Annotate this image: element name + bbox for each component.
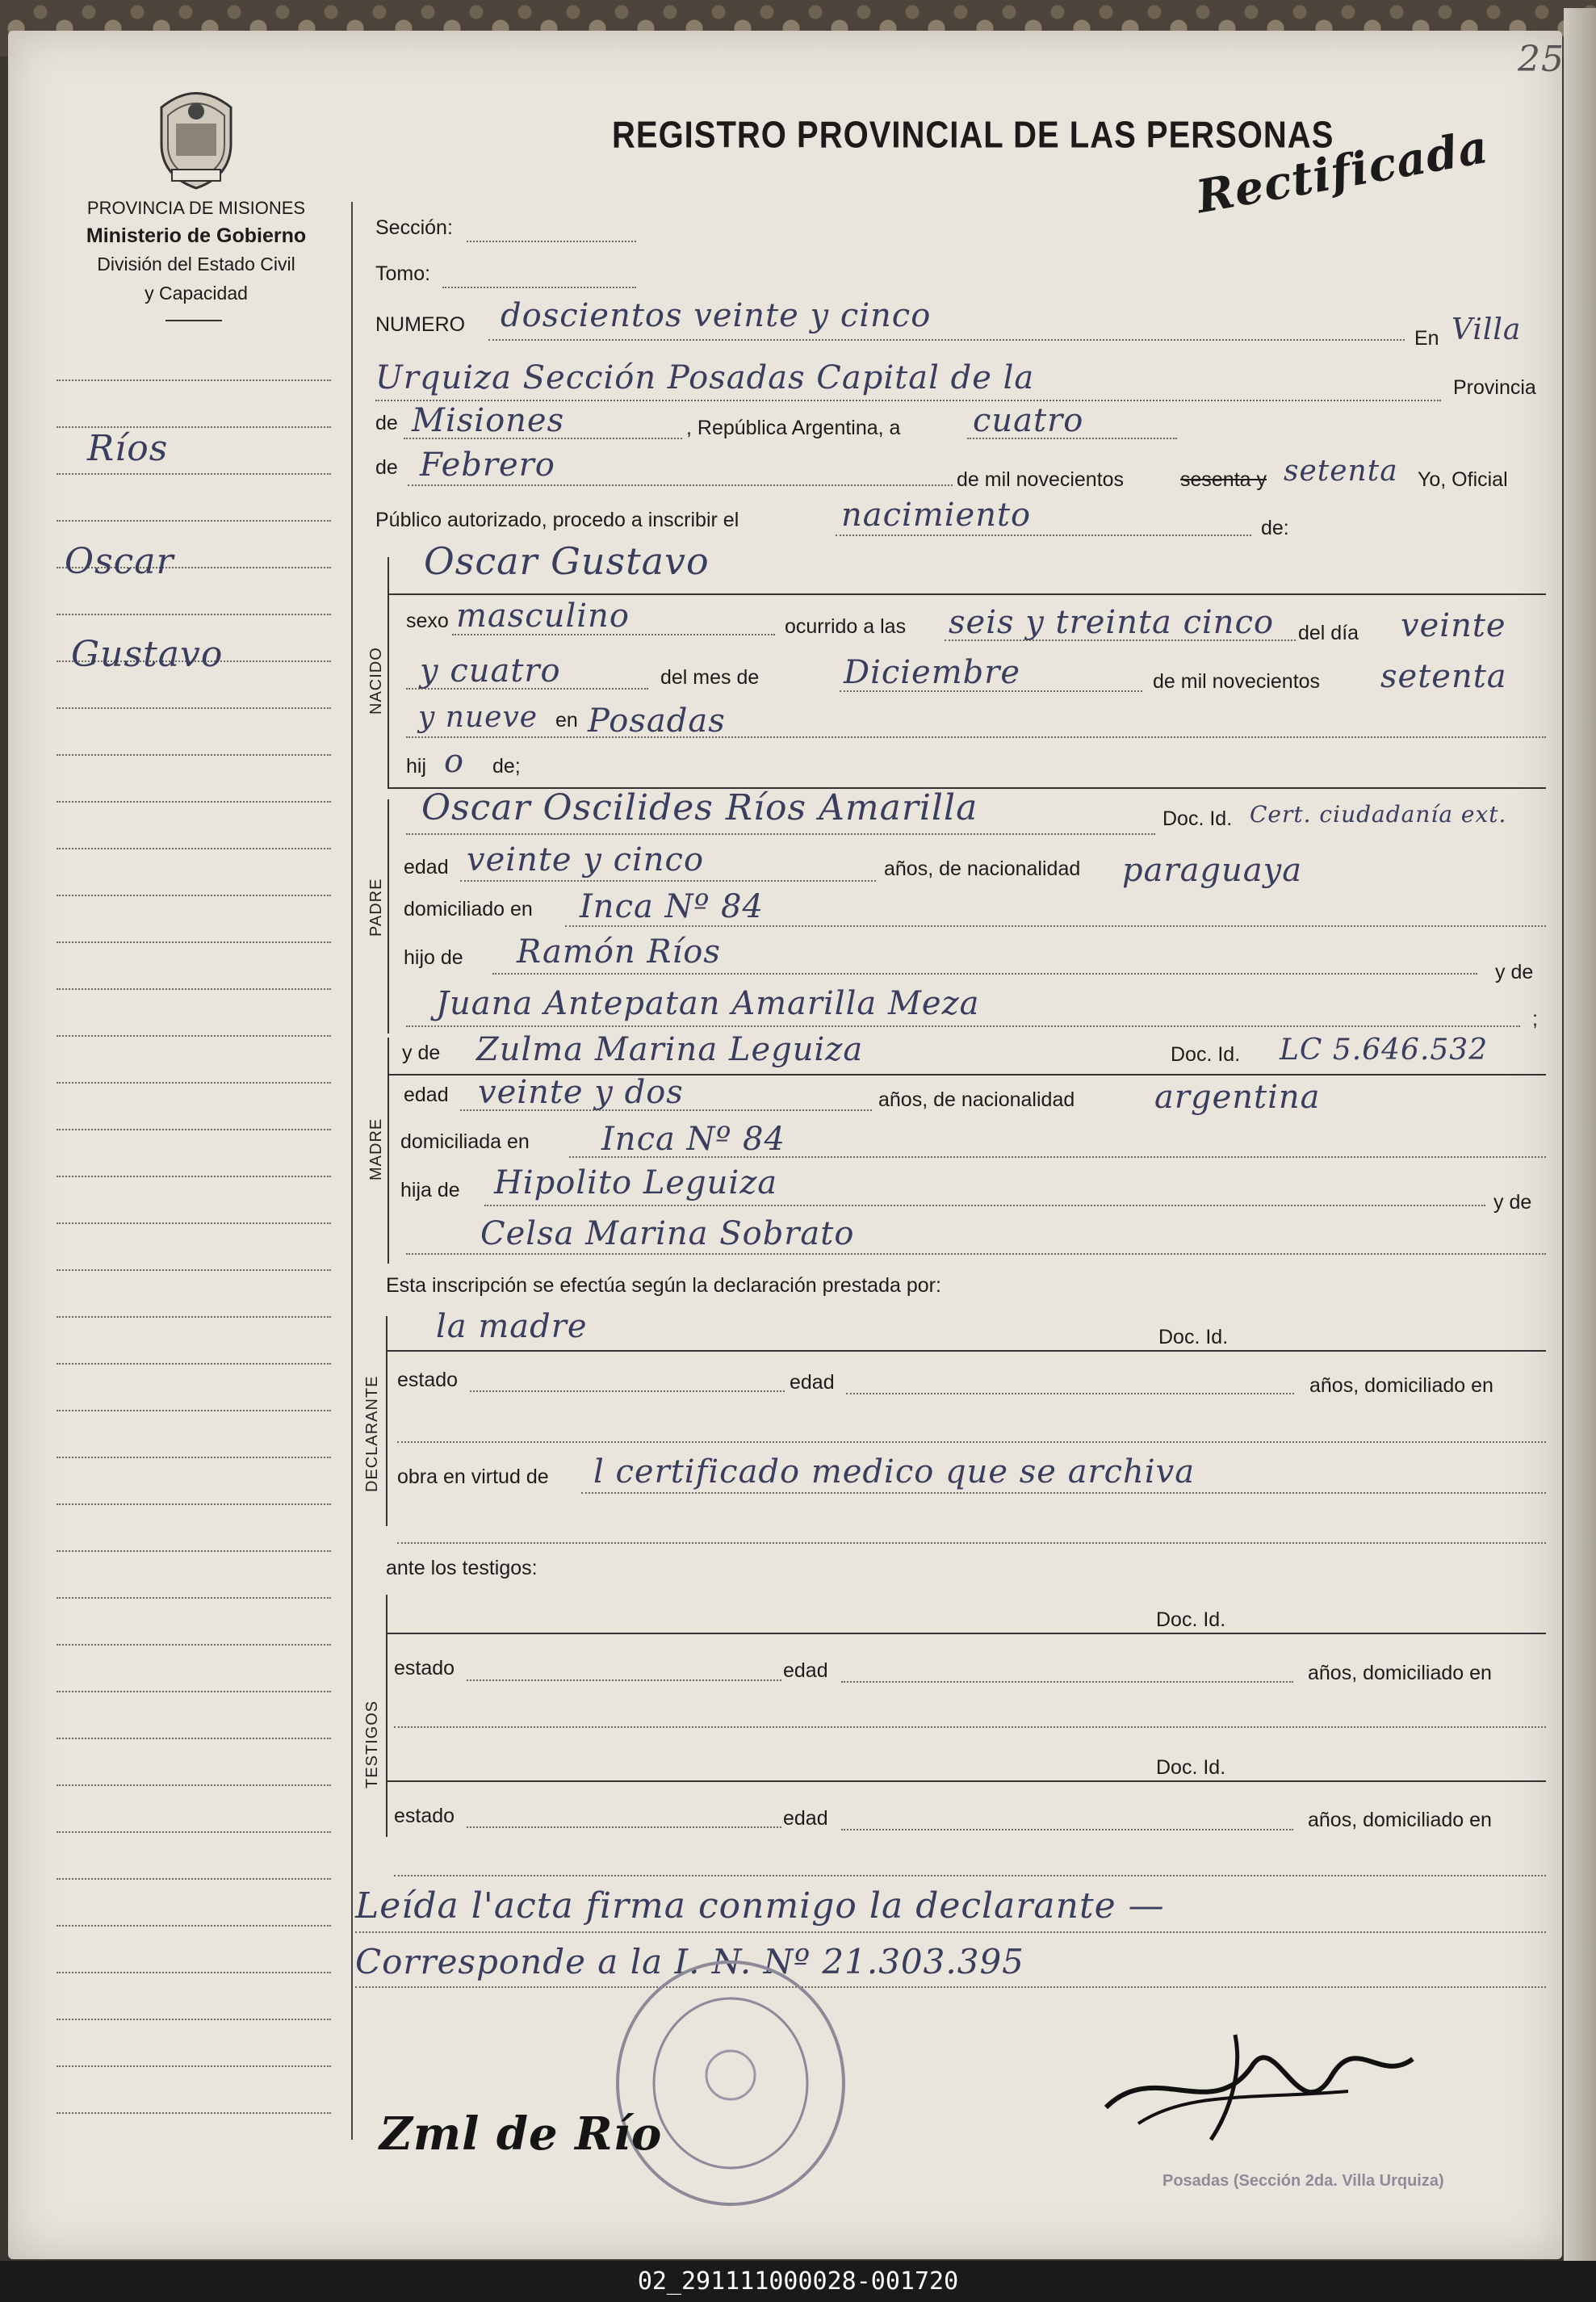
provincia-label: Provincia — [1453, 376, 1536, 399]
org-line-2: Ministerio de Gobierno — [86, 224, 307, 247]
padre-dom-label: domiciliado en — [404, 898, 533, 920]
margin-ruled-line — [57, 1035, 331, 1037]
testigo1-anios-label: años, domiciliado en — [1308, 1662, 1492, 1684]
page-edge — [1564, 8, 1596, 2261]
testigos-section-label: TESTIGOS — [363, 1700, 381, 1788]
declarante-dom-line — [397, 1441, 1546, 1443]
margin-ruled-line — [57, 848, 331, 849]
padre-doc-label: Doc. Id. — [1162, 807, 1233, 830]
padre-yde-label: y de — [1495, 961, 1534, 983]
madre-dom-label: domiciliada en — [400, 1130, 530, 1153]
declaracion-intro: Esta inscripción se efectúa según la declaración prestada por: — [386, 1274, 941, 1297]
org-line-1: PROVINCIA DE MISIONES — [86, 198, 306, 218]
margin-surname: Ríos — [87, 428, 169, 469]
testigo1-line — [386, 1633, 1546, 1634]
publico-label: Público autorizado, procedo a inscribir el — [375, 509, 739, 531]
padre-semicolon: ; — [1532, 1008, 1538, 1030]
numero-line — [488, 339, 1405, 341]
padre-nombre: Oscar Oscilides Ríos Amarilla — [421, 787, 978, 828]
hij-de-label: de; — [492, 755, 521, 778]
nacido-dia-value: veinte — [1401, 607, 1506, 644]
padre-nac-label: años, de nacionalidad — [884, 857, 1081, 880]
madre-doc-label: Doc. Id. — [1171, 1043, 1241, 1066]
nacido-dia-value-2: y cuatro — [420, 652, 561, 690]
nacido-nombre: Oscar Gustavo — [424, 539, 710, 583]
margin-ruled-line — [57, 1644, 331, 1646]
testigo1-doc-label: Doc. Id. — [1156, 1608, 1226, 1631]
testigo2-anios-label: años, domiciliado en — [1308, 1809, 1492, 1831]
madre-yde-label: y de — [402, 1042, 441, 1064]
padre-hijo-value: Ramón Ríos — [517, 933, 721, 971]
margin-ruled-line — [57, 1269, 331, 1271]
margin-ruled-line — [57, 707, 331, 709]
margin-ruled-line — [57, 1457, 331, 1458]
testigo2-edad-label: edad — [783, 1807, 828, 1830]
del-dia-label: del día — [1298, 622, 1359, 644]
margin-ruled-line — [57, 1316, 331, 1318]
madre-madre-value: Celsa Marina Sobrato — [480, 1215, 855, 1252]
acto-line — [836, 535, 1251, 536]
margin-ruled-line — [57, 1222, 331, 1224]
testigo2-estado-line — [467, 1826, 781, 1828]
declarante-extra-line — [397, 1542, 1546, 1544]
madre-hija-value: Hipolito Leguiza — [494, 1164, 778, 1201]
madre-doc-value: LC 5.646.532 — [1280, 1034, 1489, 1067]
padre-madre-value: Juana Antepatan Amarilla Meza — [436, 985, 980, 1022]
numero-label: NUMERO — [375, 313, 466, 336]
margin-ruled-line — [57, 614, 331, 615]
declarante-estado-label: estado — [397, 1369, 459, 1391]
margin-ruled-line — [57, 1410, 331, 1411]
padre-nombre-line — [406, 833, 1155, 835]
margin-ruled-line — [57, 754, 331, 756]
sexo-label: sexo — [406, 610, 449, 632]
page-number: 25 — [1518, 39, 1565, 80]
tomo-label: Tomo: — [375, 262, 431, 285]
lugar-value: Urquiza Sección Posadas Capital de la — [375, 359, 1035, 396]
testigo2-edad-line — [841, 1829, 1293, 1830]
margin-name-2: Gustavo — [71, 634, 224, 675]
testigo1-dom-line — [394, 1726, 1546, 1728]
declarante-bracket — [386, 1316, 387, 1526]
mil-label: de mil novecientos — [957, 468, 1125, 491]
margin-divider — [351, 202, 353, 2140]
testigo2-estado-label: estado — [394, 1805, 455, 1827]
declarante-doc-label: Doc. Id. — [1158, 1326, 1229, 1348]
testigo1-edad-label: edad — [783, 1659, 828, 1682]
margin-ruled-line — [57, 1878, 331, 1880]
nacido-section-label: NACIDO — [367, 647, 385, 715]
margin-ruled-line — [57, 801, 331, 803]
padre-hijo-line — [492, 973, 1477, 975]
madre-hija-label: hija de — [400, 1179, 460, 1201]
declarante-obra-line — [581, 1492, 1546, 1494]
note-line-1-rule — [355, 1931, 1546, 1933]
dia-value: cuatro — [973, 402, 1084, 439]
margin-ruled-line — [57, 1129, 331, 1130]
del-mes-label: del mes de — [660, 666, 760, 689]
round-seal-icon — [609, 1954, 852, 2212]
nacido-mil-label: de mil novecientos — [1153, 670, 1321, 693]
dia2-line — [406, 688, 648, 690]
testigos-bracket — [386, 1595, 387, 1837]
testigos-intro: ante los testigos: — [386, 1557, 538, 1579]
testigo1-edad-line — [841, 1681, 1293, 1683]
de-label: de — [375, 412, 398, 434]
madre-nac-label: años, de nacionalidad — [878, 1088, 1075, 1111]
declarante-nombre-line — [386, 1350, 1546, 1352]
coat-of-arms-icon — [152, 79, 241, 192]
margin-ruled-line — [57, 1550, 331, 1552]
en-label: En — [1414, 327, 1439, 350]
republica-label: , República Argentina, a — [686, 417, 901, 439]
testigo2-line — [386, 1780, 1546, 1782]
anio-value: setenta — [1284, 455, 1398, 488]
margin-name-1: Oscar — [65, 541, 174, 582]
nacido-anio-value-2: y nueve — [418, 701, 538, 734]
sexo-line — [452, 634, 775, 635]
margin-ruled-line — [57, 2112, 331, 2114]
madre-dom-line — [569, 1156, 1546, 1158]
declarante-anios-label: años, domiciliado en — [1309, 1374, 1493, 1397]
tomo-line — [442, 287, 636, 288]
hora-value: seis y treinta cinco — [949, 604, 1275, 641]
note-line-2: Corresponde a la I. N. Nº 21.303.395 — [355, 1942, 1024, 1981]
padre-madre-line — [406, 1025, 1520, 1027]
declarante-section-label: DECLARANTE — [363, 1375, 381, 1492]
yo-label: Yo, Oficial — [1418, 468, 1508, 491]
hij-label: hij — [406, 755, 427, 778]
margin-ruled-line — [57, 1363, 331, 1365]
padre-dom-line — [565, 925, 1546, 927]
nacido-lugar-line — [406, 736, 1546, 738]
madre-dom-value: Inca Nº 84 — [601, 1121, 785, 1158]
margin-ruled-line — [57, 988, 331, 990]
declarante-obra-label: obra en virtud de — [397, 1465, 549, 1488]
madre-yde2-label: y de — [1493, 1191, 1532, 1214]
official-signature-icon — [1090, 2011, 1429, 2148]
en-value: Villa — [1451, 313, 1522, 346]
ocurrido-label: ocurrido a las — [785, 615, 907, 638]
note-line-1: Leída l'acta firma conmigo la declarante — — [355, 1885, 1165, 1927]
madre-bracket — [387, 1038, 389, 1264]
margin-ruled-line — [57, 379, 331, 381]
seccion-label: Sección: — [375, 216, 453, 239]
margin-ruled-line — [57, 520, 331, 522]
official-stamp: Posadas (Sección 2da. Villa Urquiza) — [1162, 2172, 1444, 2190]
margin-ruled-line — [57, 1691, 331, 1692]
madre-nombre: Zulma Marina Leguiza — [476, 1031, 864, 1068]
padre-edad-label: edad — [404, 856, 449, 878]
note-line-2-rule — [355, 1986, 1546, 1988]
margin-ruled-line — [57, 1784, 331, 1786]
margin-ruled-line — [57, 1972, 331, 1973]
dia-line — [967, 438, 1177, 439]
declarante-nombre: la madre — [436, 1308, 588, 1345]
margin-ruled-line — [57, 2065, 331, 2067]
margin-ruled-line — [57, 1925, 331, 1927]
org-divider — [165, 320, 222, 321]
padre-edad-line — [460, 880, 876, 882]
padre-nac-value: paraguaya — [1122, 852, 1303, 889]
madre-section-label: MADRE — [367, 1117, 385, 1180]
seccion-line — [467, 241, 636, 242]
de-line — [404, 438, 682, 439]
margin-ruled-line — [57, 895, 331, 896]
testigo2-doc-label: Doc. Id. — [1156, 1756, 1226, 1779]
page-title: REGISTRO PROVINCIAL DE LAS PERSONAS — [612, 115, 1334, 156]
hij-value: o — [444, 743, 465, 780]
nacido-mes-line — [840, 690, 1142, 692]
madre-edad-line — [460, 1109, 872, 1111]
margin-ruled-line — [57, 941, 331, 943]
mes-line — [408, 484, 953, 486]
nacido-bracket — [387, 557, 389, 787]
de-value: Misiones — [412, 402, 565, 439]
declarante-signature: Zml de Río — [379, 2107, 663, 2161]
margin-ruled-line — [57, 1176, 331, 1177]
madre-nac-value: argentina — [1154, 1079, 1321, 1116]
margin-ruled-line — [57, 1738, 331, 1739]
testigo1-estado-label: estado — [394, 1657, 455, 1679]
margin-ruled-line — [57, 1597, 331, 1599]
padre-doc-value: Cert. ciudadanía ext. — [1250, 801, 1507, 828]
declarante-obra-value: l certificado medico que se archiva — [593, 1453, 1196, 1491]
madre-madre-line — [406, 1253, 1546, 1255]
org-line-3: División del Estado Civil — [97, 254, 295, 275]
sexo-value: masculino — [456, 598, 630, 635]
lugar-line — [375, 400, 1441, 401]
nacido-mes-value: Diciembre — [844, 654, 1021, 691]
margin-ruled-line — [57, 473, 331, 475]
org-line-4: y Capacidad — [145, 283, 248, 304]
declarante-edad-line — [846, 1393, 1294, 1394]
madre-edad-value: veinte y dos — [478, 1074, 684, 1111]
mes-value: Febrero — [420, 447, 555, 484]
madre-hija-line — [484, 1205, 1485, 1206]
testigo2-dom-line — [394, 1875, 1546, 1876]
declarante-edad-label: edad — [790, 1371, 835, 1394]
acto-value: nacimiento — [841, 497, 1032, 534]
de-colon-label: de: — [1261, 517, 1289, 539]
nacido-anio-value: setenta — [1380, 658, 1507, 695]
hora-line — [945, 639, 1296, 641]
de2-label: de — [375, 456, 398, 479]
padre-hijo-label: hijo de — [404, 946, 463, 969]
margin-ruled-line — [57, 1082, 331, 1084]
rectificada-note: Rectificada — [1192, 120, 1493, 224]
margin-ruled-line — [57, 1503, 331, 1505]
nacido-en-label: en — [555, 709, 578, 732]
testigo1-estado-line — [467, 1679, 781, 1681]
padre-dom-value: Inca Nº 84 — [580, 888, 764, 925]
nacido-lugar-value: Posadas — [588, 702, 726, 740]
padre-edad-value: veinte y cinco — [467, 841, 705, 878]
numero-value: doscientos veinte y cinco — [501, 297, 932, 334]
padre-bracket — [387, 799, 389, 1034]
margin-ruled-line — [57, 1831, 331, 1833]
padre-section-label: PADRE — [367, 878, 385, 937]
sesenta-label: sesenta y — [1180, 468, 1267, 491]
margin-ruled-line — [57, 2019, 331, 2020]
declarante-estado-line — [470, 1390, 785, 1392]
nacido-nombre-line — [387, 593, 1546, 595]
footer-image-id: 02_291111000028-001720 — [0, 2261, 1596, 2302]
madre-edad-label: edad — [404, 1084, 449, 1106]
